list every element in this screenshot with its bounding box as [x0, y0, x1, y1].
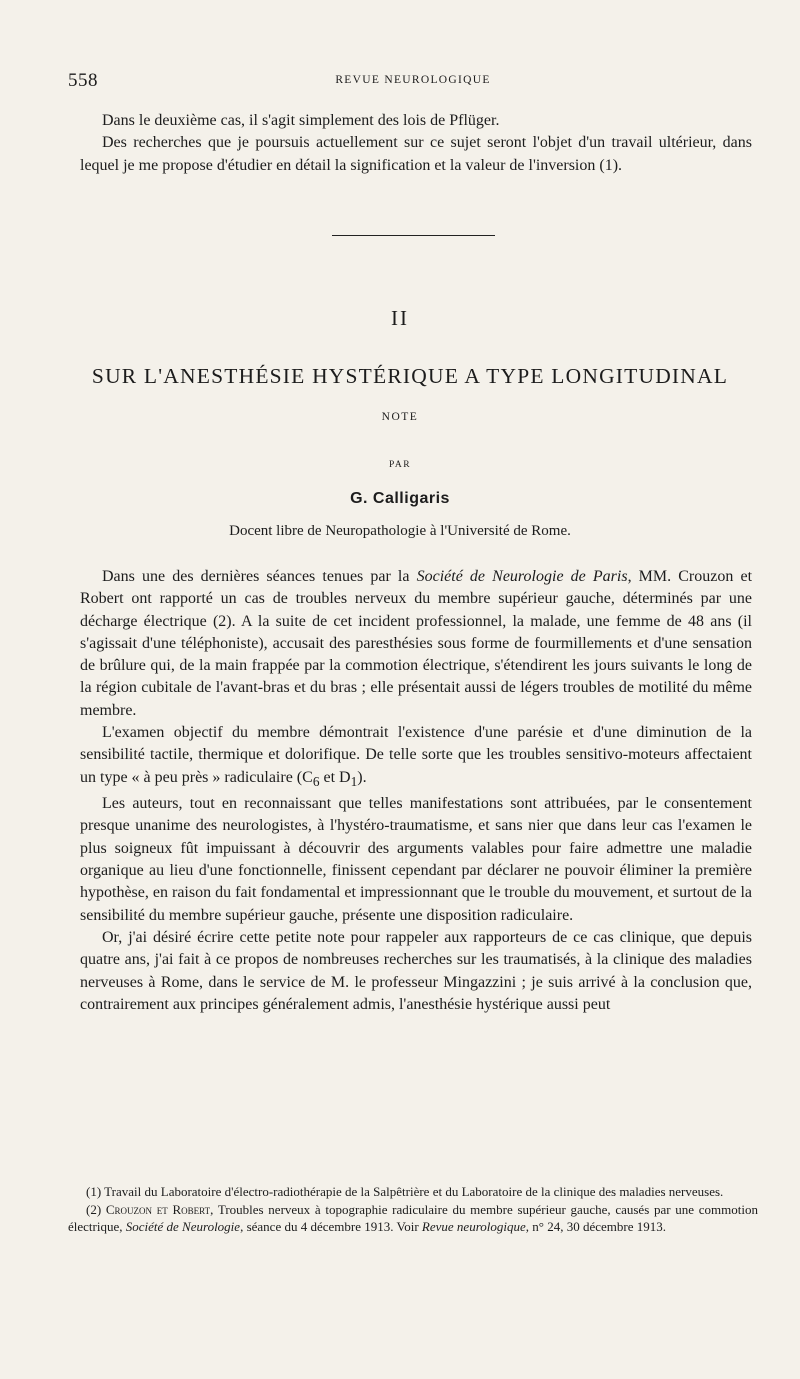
section-divider — [332, 235, 495, 236]
intro-paragraph-1: Dans le deuxième cas, il s'agit simplement des lois de Pflüger. — [102, 112, 500, 129]
footnote-2-number: (2) — [86, 1201, 106, 1217]
body-paragraph-4: Or, j'ai désiré écrire cette petite note pour rappeler aux rapporteurs de ce cas clinique, que depuis quatre ans, j'ai fait à ce propos de nombreuses recherches sur les traumatisés, à la clinique des maladies nerveuses à Rome, dans le service de M. le professeur Mingazzini ; je suis arrivé à la conclusion que, contrairement aux principes généralement admis, l'anesthésie hystérique aussi peut — [80, 928, 752, 1013]
author-name: G. Calligaris — [350, 490, 450, 507]
body-p1-text-b: , MM. Crouzon et Robert ont rapporté un cas de troubles nerveux du membre supérieur gauche, déterminés par une décharge électrique (2). A la suite de cet incident professionnel, la malade, une femme de 48 ans (il s'agissait d'une téléphoniste), accusait des paresthésies sous forme de fourmillements et d'une sensation de brûlure qui, de la main frappée par la commotion électrique, s'étendirent les jours suivants le long de la région cubitale de l'avant-bras et du bras ; elle présentait aussi de légers troubles de motilité du même membre. — [80, 568, 753, 719]
footnote-2 — [68, 1201, 758, 1236]
body-p2-text-b: et D — [319, 768, 351, 786]
footnote-1: (1) Travail du Laboratoire d'électro-radiothérapie de la Salpêtrière et du Laboratoire de la clinique des maladies nerveuses. — [86, 1184, 724, 1199]
section-number: II — [391, 306, 409, 330]
footnote-2-journal-1: Société de Neurologie — [125, 1219, 241, 1234]
footnote-2-text-b: , séance du 4 décembre 1913. Voir — [240, 1219, 422, 1234]
article-title: SUR L'ANESTHÉSIE HYSTÉRIQUE A TYPE LONGITUDINAL — [91, 364, 729, 388]
footnotes — [68, 1183, 758, 1236]
running-title: REVUE NEUROLOGIQUE — [335, 74, 491, 86]
intro-text — [80, 110, 752, 177]
body-p2-text-a: L'examen objectif du membre démontrait l'existence d'une parésie et d'une diminution de la sensibilité tactile, thermique et dolorifique. De telle sorte que les troubles sensitivo-moteurs affectaient un type « à peu près » radiculaire (C — [80, 724, 752, 786]
footnote-2-text-c: , n° 24, 30 décembre 1913. — [525, 1219, 666, 1234]
body-paragraph-3: Les auteurs, tout en reconnaissant que telles manifestations sont attribuées, par le consentement presque unanime des neurologistes, à l'hystéro-traumatisme, et sans nier que dans leur cas l'examen le plus soigneux fût impuissant à découvrir des arguments valables pour faire admettre une maladie organique au lieu d'une fonctionnelle, finissent cependant par déclarer ne pouvoir éliminer la première hypothèse, en raison du fait fondamental et impressionnant que le trouble du mouvement, et surtout de la sensibilité du membre supérieur gauche, présente une disposition radiculaire. — [80, 795, 752, 924]
running-header — [68, 70, 758, 92]
footnote-2-text-a: , Troubles nerveux à topographie radiculaire du membre supérieur gauche, causés par une commotion électrique, — [68, 1201, 758, 1234]
note-label: NOTE — [381, 411, 419, 423]
body-p2-text-c: ). — [357, 768, 367, 786]
subscript-d: 1 — [350, 773, 358, 789]
body-paragraph-1 — [80, 566, 752, 722]
footnote-2-authors: Crouzon et Robert — [105, 1201, 211, 1217]
subscript-c: 6 — [312, 773, 320, 789]
journal-reference: Société de Neurologie de Paris — [416, 568, 628, 585]
body-paragraph-2 — [80, 722, 752, 793]
body-p1-text-a: Dans une des dernières séances tenues par la — [102, 568, 417, 585]
footnote-2-journal-2: Revue neurologique — [421, 1219, 526, 1234]
author-affiliation: Docent libre de Neuropathologie à l'Université de Rome. — [229, 523, 571, 539]
intro-paragraph-2: Des recherches que je poursuis actuellement sur ce sujet seront l'objet d'un travail ultérieur, dans lequel je me propose d'étudier en détail la signification et la valeur de l'inversion (1). — [80, 134, 752, 174]
page-number: 558 — [68, 70, 98, 91]
article-body — [80, 566, 752, 1016]
par-label: PAR — [388, 460, 412, 470]
